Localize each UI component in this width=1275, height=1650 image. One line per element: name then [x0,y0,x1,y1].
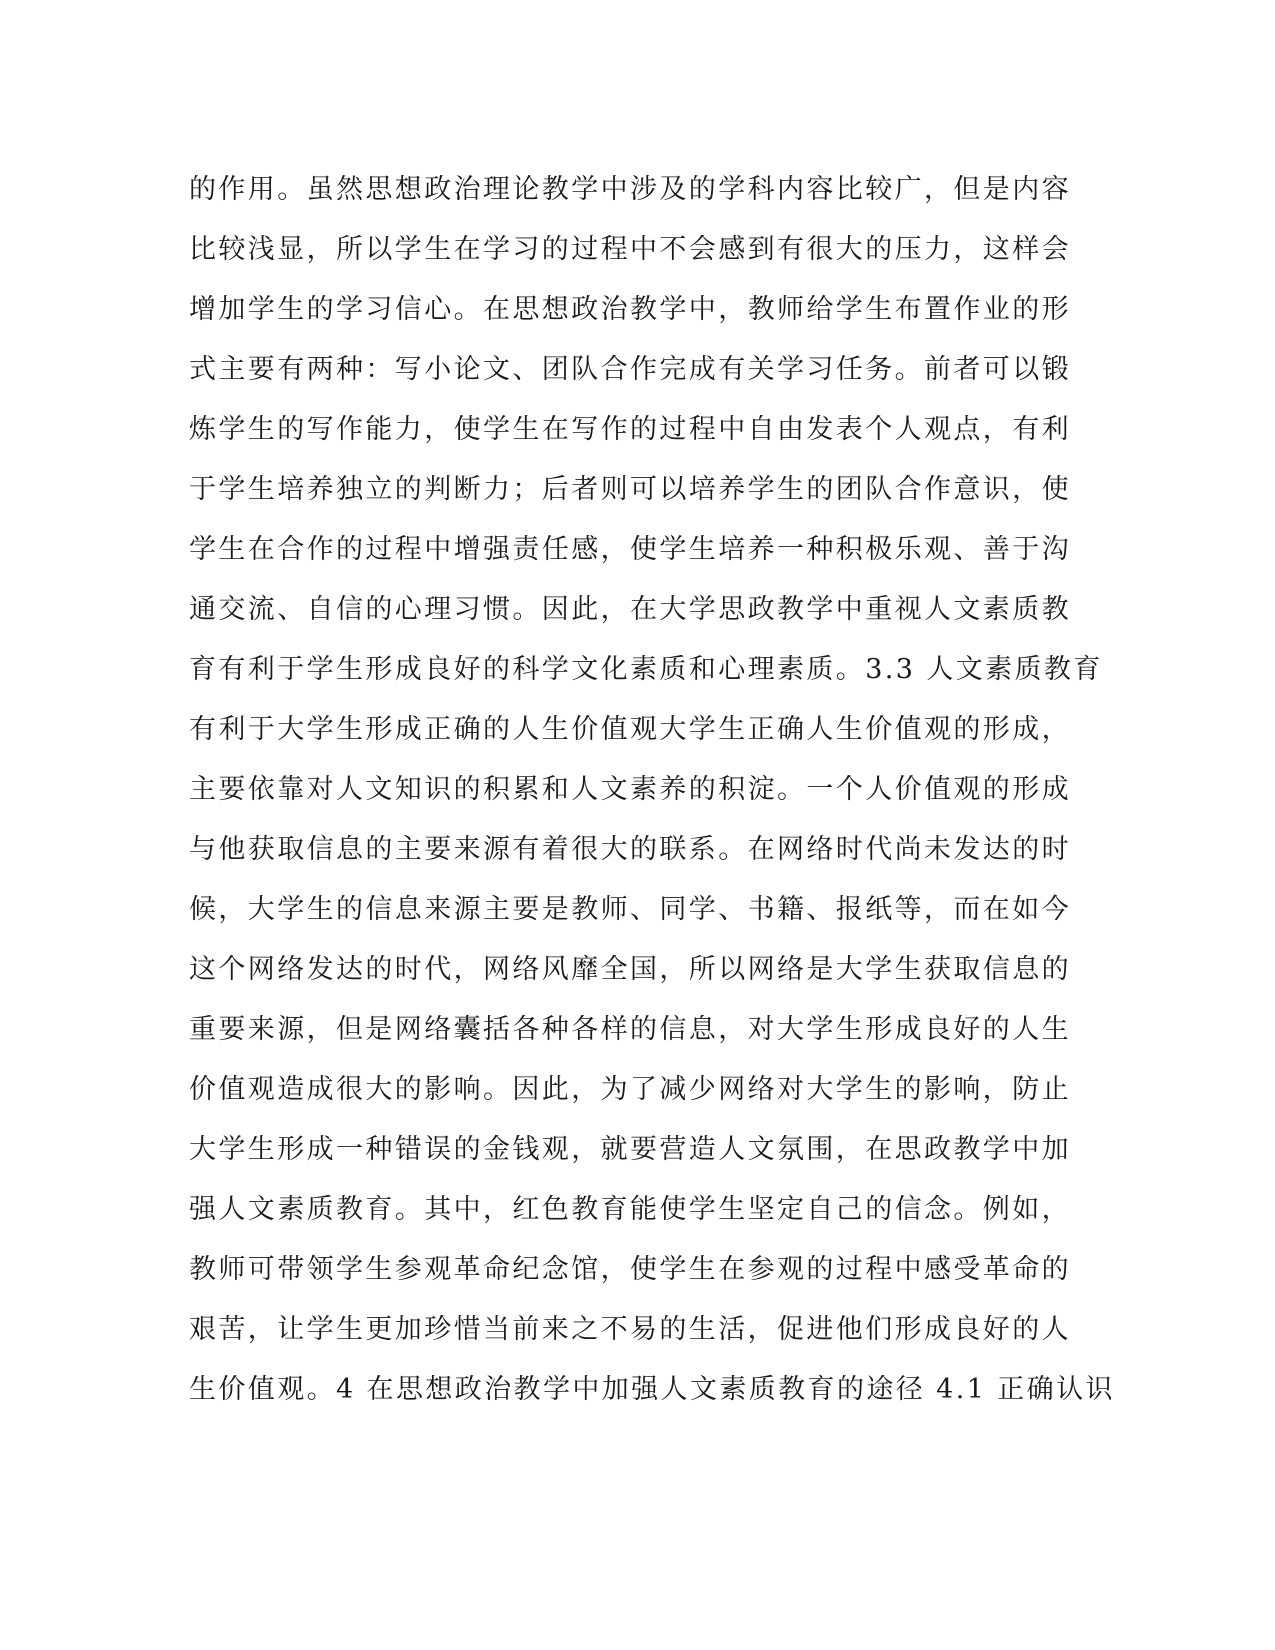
text-line: 艰苦，让学生更加珍惜当前来之不易的生活，促进他们形成良好的人 [189,1314,1071,1345]
text-line: 通交流、自信的心理习惯。因此，在大学思政教学中重视人文素质教 [189,594,1071,625]
text-line: 重要来源，但是网络囊括各种各样的信息，对大学生形成良好的人生 [189,1014,1071,1045]
text-line: 这个网络发达的时代，网络风靡全国，所以网络是大学生获取信息的 [189,954,1071,985]
text-line: 炼学生的写作能力，使学生在写作的过程中自由发表个人观点，有利 [189,414,1071,445]
text-line: 的作用。虽然思想政治理论教学中涉及的学科内容比较广，但是内容 [189,174,1071,205]
text-line: 生价值观。4 在思想政治教学中加强人文素质教育的途径 4.1 正确认识 [189,1374,1115,1405]
text-line: 价值观造成很大的影响。因此，为了减少网络对大学生的影响，防止 [189,1074,1071,1105]
body-paragraph [189,160,1115,1420]
text-line: 候，大学生的信息来源主要是教师、同学、书籍、报纸等，而在如今 [189,894,1071,925]
text-line: 大学生形成一种错误的金钱观，就要营造人文氛围，在思政教学中加 [189,1134,1071,1165]
text-line: 比较浅显，所以学生在学习的过程中不会感到有很大的压力，这样会 [189,234,1071,265]
text-line: 育有利于学生形成良好的科学文化素质和心理素质。3.3 人文素质教育 [189,654,1103,685]
text-line: 有利于大学生形成正确的人生价值观大学生正确人生价值观的形成， [189,714,1071,745]
text-line: 式主要有两种：写小论文、团队合作完成有关学习任务。前者可以锻 [189,354,1071,385]
text-line: 于学生培养独立的判断力；后者则可以培养学生的团队合作意识，使 [189,474,1071,505]
text-line: 学生在合作的过程中增强责任感，使学生培养一种积极乐观、善于沟 [189,534,1071,565]
text-line: 强人文素质教育。其中，红色教育能使学生坚定自己的信念。例如， [189,1194,1071,1225]
text-line: 增加学生的学习信心。在思想政治教学中，教师给学生布置作业的形 [189,294,1071,325]
text-line: 教师可带领学生参观革命纪念馆，使学生在参观的过程中感受革命的 [189,1254,1071,1285]
text-line: 与他获取信息的主要来源有着很大的联系。在网络时代尚未发达的时 [189,834,1071,865]
text-line: 主要依靠对人文知识的积累和人文素养的积淀。一个人价值观的形成 [189,774,1071,805]
